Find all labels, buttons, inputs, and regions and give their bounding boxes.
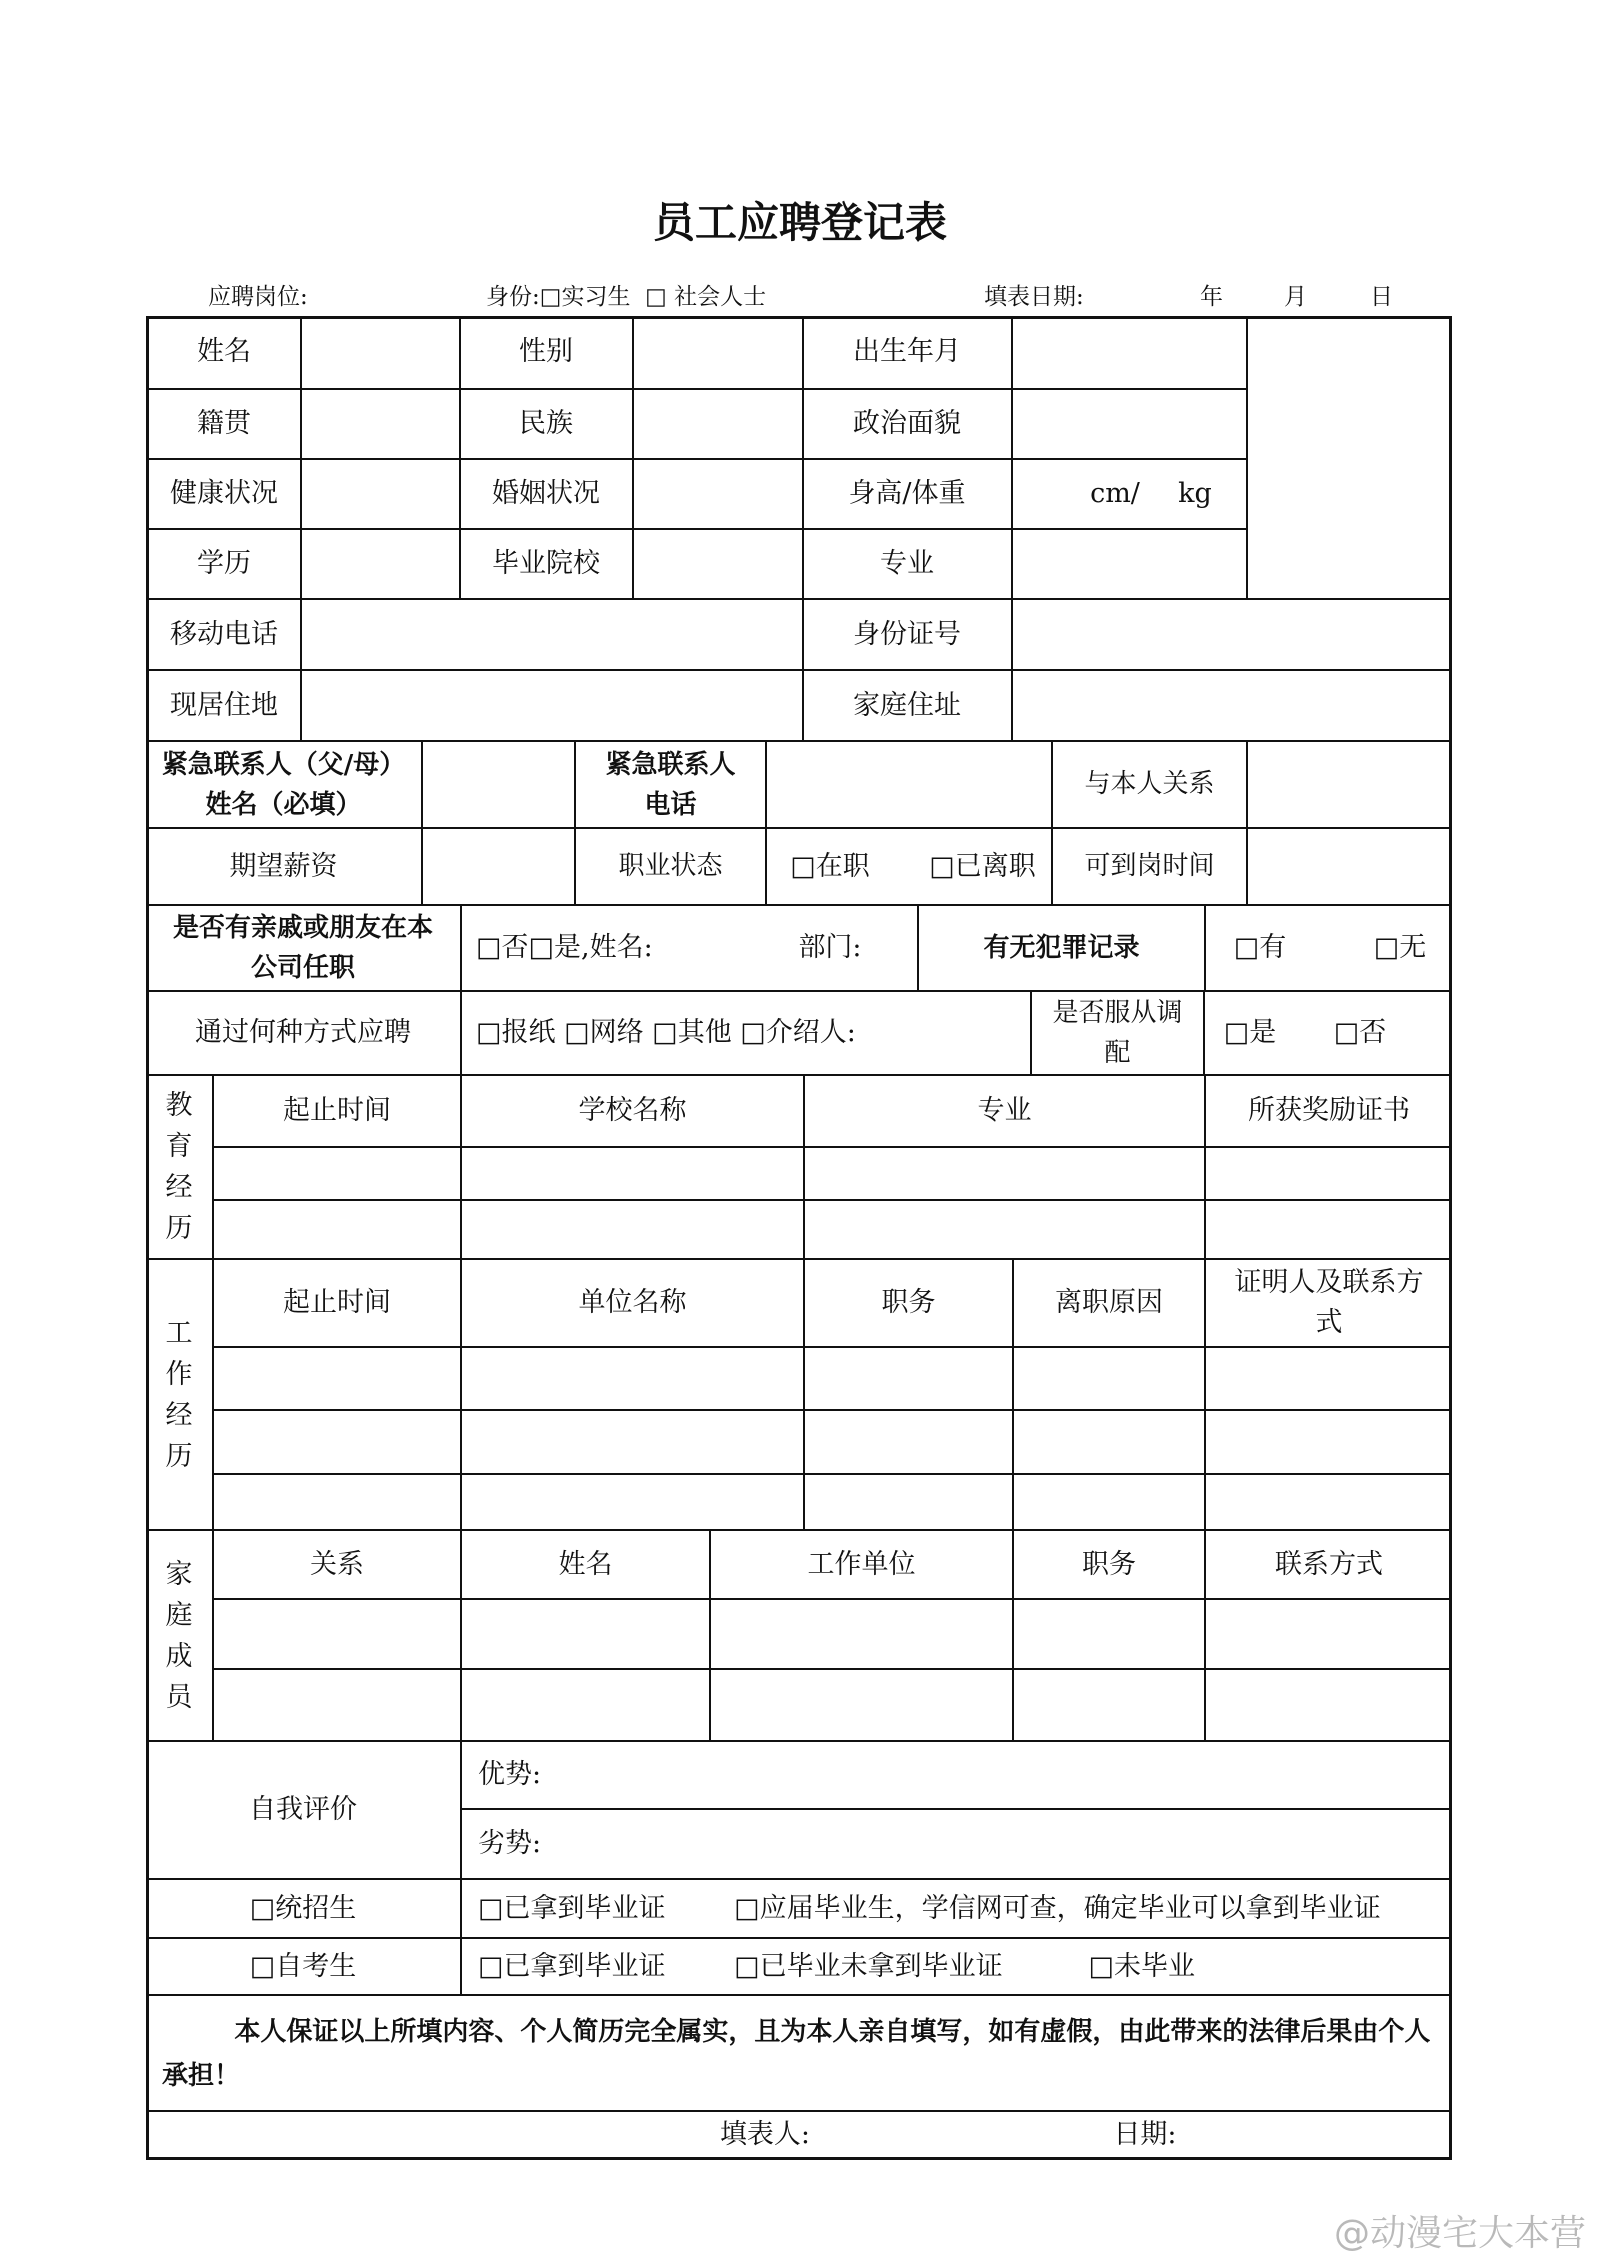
edu-school-header: 学校名称 — [578, 1095, 687, 1127]
mobile-label: 移动电话 — [170, 618, 278, 650]
self-evaluation-label: 自我评价 — [249, 1794, 357, 1826]
family-position-header: 职务 — [1082, 1548, 1136, 1580]
col-divider — [1011, 316, 1013, 742]
criminal-record-label: 有无犯罪记录 — [983, 932, 1140, 963]
work-company-header: 单位名称 — [578, 1287, 687, 1319]
emergency-contact-name-label: 紧急联系人（父/母） 姓名（必填） — [161, 749, 406, 820]
application-channel-options[interactable]: □报纸 □网络 □其他 □介绍人: — [476, 1017, 856, 1049]
ethnicity-label: 民族 — [519, 408, 573, 440]
row-divider — [146, 388, 1246, 390]
education-label: 学历 — [197, 548, 251, 580]
edu-awards-header: 所获奖励证书 — [1248, 1095, 1410, 1127]
native-place-label: 籍贯 — [197, 408, 251, 440]
family-contact-header: 联系方式 — [1275, 1548, 1383, 1580]
relatives-options[interactable]: □否□是,姓名: — [476, 932, 653, 964]
watermark: @动漫宅大本营 — [1333, 2213, 1586, 2254]
col-divider — [1203, 990, 1205, 1076]
unified-enrollment-options[interactable]: □已拿到毕业证 □应届毕业生，学信网可查，确定毕业可以拿到毕业证 — [478, 1892, 1381, 1924]
col-divider — [632, 316, 634, 600]
day-label: 日 — [1370, 284, 1393, 310]
row-divider — [212, 1346, 1452, 1348]
name-label: 姓名 — [197, 336, 251, 368]
edu-major-header: 专业 — [977, 1095, 1032, 1127]
height-weight-label: 身高/体重 — [848, 478, 966, 510]
department-label: 部门: — [798, 932, 862, 964]
row-divider — [212, 1473, 1452, 1475]
position-label: 应聘岗位: — [208, 284, 308, 310]
work-period-header: 起止时间 — [283, 1287, 391, 1319]
self-study-options[interactable]: □已拿到毕业证 □已毕业未拿到毕业证 □未毕业 — [478, 1950, 1196, 1982]
family-section-label: 家 庭 成 员 — [165, 1558, 193, 1713]
edu-period-header: 起止时间 — [283, 1095, 391, 1127]
photo-box-border — [1246, 316, 1248, 600]
row-divider — [212, 1146, 1452, 1148]
self-study-checkbox[interactable]: □自考生 — [249, 1950, 357, 1982]
employed-checkbox[interactable]: □在职 — [790, 850, 870, 882]
obey-no-checkbox[interactable]: □否 — [1333, 1017, 1387, 1049]
family-workplace-header: 工作单位 — [807, 1548, 916, 1580]
marital-label: 婚姻状况 — [492, 478, 600, 510]
gender-label: 性别 — [519, 336, 573, 368]
obey-yes-checkbox[interactable]: □是 — [1223, 1017, 1277, 1049]
declaration-text: 本人保证以上所填内容、个人简历完全属实，且为本人亲自填写，如有虚假，由此带来的法律后果由个人承担！ — [162, 2017, 1431, 2091]
month-label: 月 — [1284, 284, 1307, 310]
major-label: 专业 — [880, 548, 934, 580]
form-title: 员工应聘登记表 — [652, 198, 947, 247]
political-label: 政治面貌 — [853, 408, 961, 440]
family-relation-header: 关系 — [310, 1548, 364, 1580]
height-unit: cm/ — [1090, 478, 1140, 510]
row-divider — [146, 1994, 1452, 1996]
weakness-label: 劣势: — [478, 1828, 542, 1860]
home-address-label: 家庭住址 — [853, 689, 961, 721]
school-label: 毕业院校 — [492, 548, 600, 580]
row-divider — [212, 1668, 1452, 1670]
birth-label: 出生年月 — [853, 336, 961, 368]
fill-date-label: 填表日期: — [984, 284, 1084, 310]
row-divider — [146, 598, 1452, 600]
weight-unit: kg — [1178, 478, 1212, 510]
criminal-no-checkbox[interactable]: □无 — [1373, 932, 1427, 964]
current-address-label: 现居住地 — [170, 689, 278, 721]
expected-salary-label: 期望薪资 — [229, 850, 338, 882]
family-name-header: 姓名 — [558, 1548, 613, 1580]
criminal-yes-checkbox[interactable]: □有 — [1233, 932, 1287, 964]
row-divider — [212, 1598, 1452, 1600]
unified-enrollment-checkbox[interactable]: □统招生 — [249, 1892, 357, 1924]
available-date-label: 可到岗时间 — [1084, 851, 1215, 882]
health-label: 健康状况 — [170, 478, 278, 510]
col-divider — [1246, 740, 1248, 906]
col-divider — [460, 1074, 462, 1742]
education-section-label: 教 育 经 历 — [165, 1090, 193, 1244]
section-label-divider — [212, 1074, 214, 1742]
id-number-label: 身份证号 — [853, 618, 961, 650]
job-status-label: 职业状态 — [618, 851, 723, 882]
row-divider — [212, 1409, 1452, 1411]
relation-label: 与本人关系 — [1084, 769, 1215, 800]
identity-options[interactable]: 身份:□实习生 □ 社会人士 — [486, 284, 767, 310]
application-channel-label: 通过何种方式应聘 — [195, 1017, 411, 1049]
col-divider — [765, 740, 767, 906]
row-divider — [146, 669, 1452, 671]
work-leave-reason-header: 离职原因 — [1055, 1287, 1163, 1319]
year-label: 年 — [1200, 284, 1223, 310]
work-position-header: 职务 — [881, 1287, 936, 1319]
row-divider — [212, 1199, 1452, 1201]
signature-date-label: 日期: — [1113, 2119, 1177, 2151]
col-divider — [1204, 1074, 1206, 1742]
emergency-contact-phone-label: 紧急联系人 电话 — [605, 749, 736, 820]
obey-assignment-label: 是否服从调 配 — [1052, 998, 1183, 1068]
row-divider — [146, 528, 1246, 530]
relatives-in-company-label: 是否有亲戚或朋友在本 公司任职 — [172, 913, 433, 983]
col-divider — [421, 740, 423, 906]
resigned-checkbox[interactable]: □已离职 — [929, 850, 1036, 882]
work-reference-header: 证明人及联系方 式 — [1234, 1267, 1424, 1338]
work-section-label: 工 作 经 历 — [165, 1317, 193, 1472]
col-divider — [1204, 904, 1206, 992]
filler-signature-label: 填表人: — [719, 2119, 811, 2151]
strength-label: 优势: — [478, 1759, 542, 1791]
